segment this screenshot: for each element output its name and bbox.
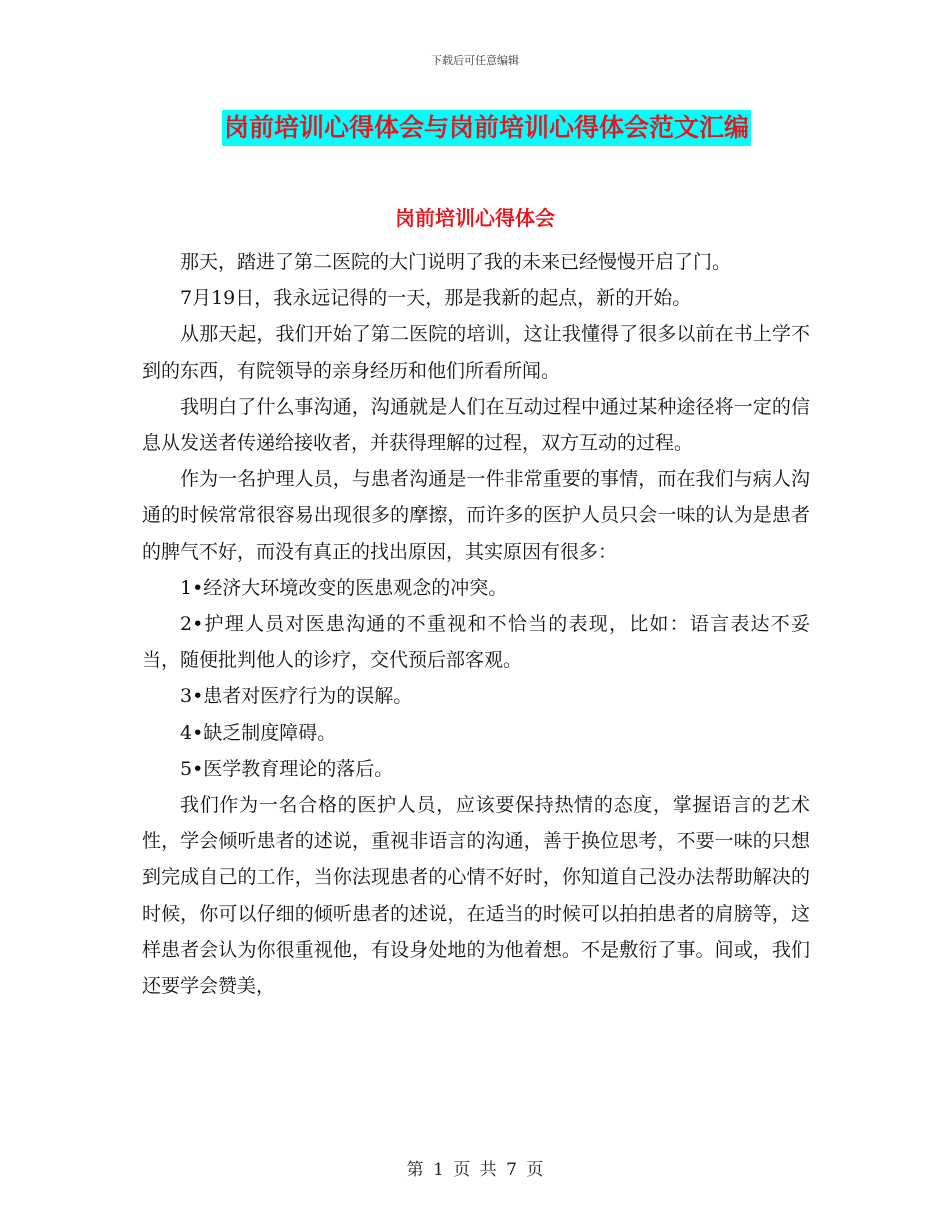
list-item: 1•经济大环境改变的医患观念的冲突。 (180, 576, 508, 599)
section-title: 岗前培训心得体会 (395, 206, 555, 230)
paragraph: 我明白了什么事沟通，沟通就是人们在互动过程中通过某种途径将一定的信息从发送者传递给接收者，并获得理解的过程，双方互动的过程。 (142, 395, 810, 455)
paragraph: 我们作为一名合格的医护人员，应该要保持热情的态度，掌握语言的艺术性，学会倾听患者的述说，重视非语言的沟通，善于换位思考，不要一味的只想到完成自己的工作，当你法现患者的心情不好时，你知道自己没办法帮助解决的时候，你可以仔细的倾听患者的述说，在适当的时候可以拍拍患者的肩膀等，这样患者会认为你很重视他，有设身处地的为他着想。不是敷衍了事。间或，我们还要学会赞美， (142, 794, 810, 998)
paragraph: 从那天起，我们开始了第二医院的培训，这让我懂得了很多以前在书上学不到的东西，有院领导的亲身经历和他们所看所闻。 (142, 323, 810, 382)
paragraph: 作为一名护理人员，与患者沟通是一件非常重要的事情，而在我们与病人沟通的时候常常很容易出现很多的摩擦，而许多的医护人员只会一味的认为是患者的脾气不好，而没有真正的找出原因，其实原因有很多： (142, 468, 810, 563)
list-item: 4•缺乏制度障碍。 (180, 721, 337, 744)
body-text (142, 244, 810, 1004)
document-title: 岗前培训心得体会与岗前培训心得体会范文汇编 (222, 110, 751, 146)
list-item: 3•患者对医疗行为的误解。 (180, 685, 413, 708)
header-note: 下载后可任意编辑 (431, 54, 519, 67)
list-item: 5•医学教育理论的落后。 (180, 757, 394, 780)
paragraph: 7月19日，我永远记得的一天，那是我新的起点，新的开始。 (180, 287, 692, 310)
list-item: 2•护理人员对医患沟通的不重视和不恰当的表现，比如：语言表达不妥当，随便批判他人的诊疗，交代预后部客观。 (142, 613, 810, 672)
page-footer: 第 1 页 共 7 页 (406, 1160, 544, 1180)
paragraph: 那天，踏进了第二医院的大门说明了我的未来已经慢慢开启了门。 (180, 251, 732, 273)
